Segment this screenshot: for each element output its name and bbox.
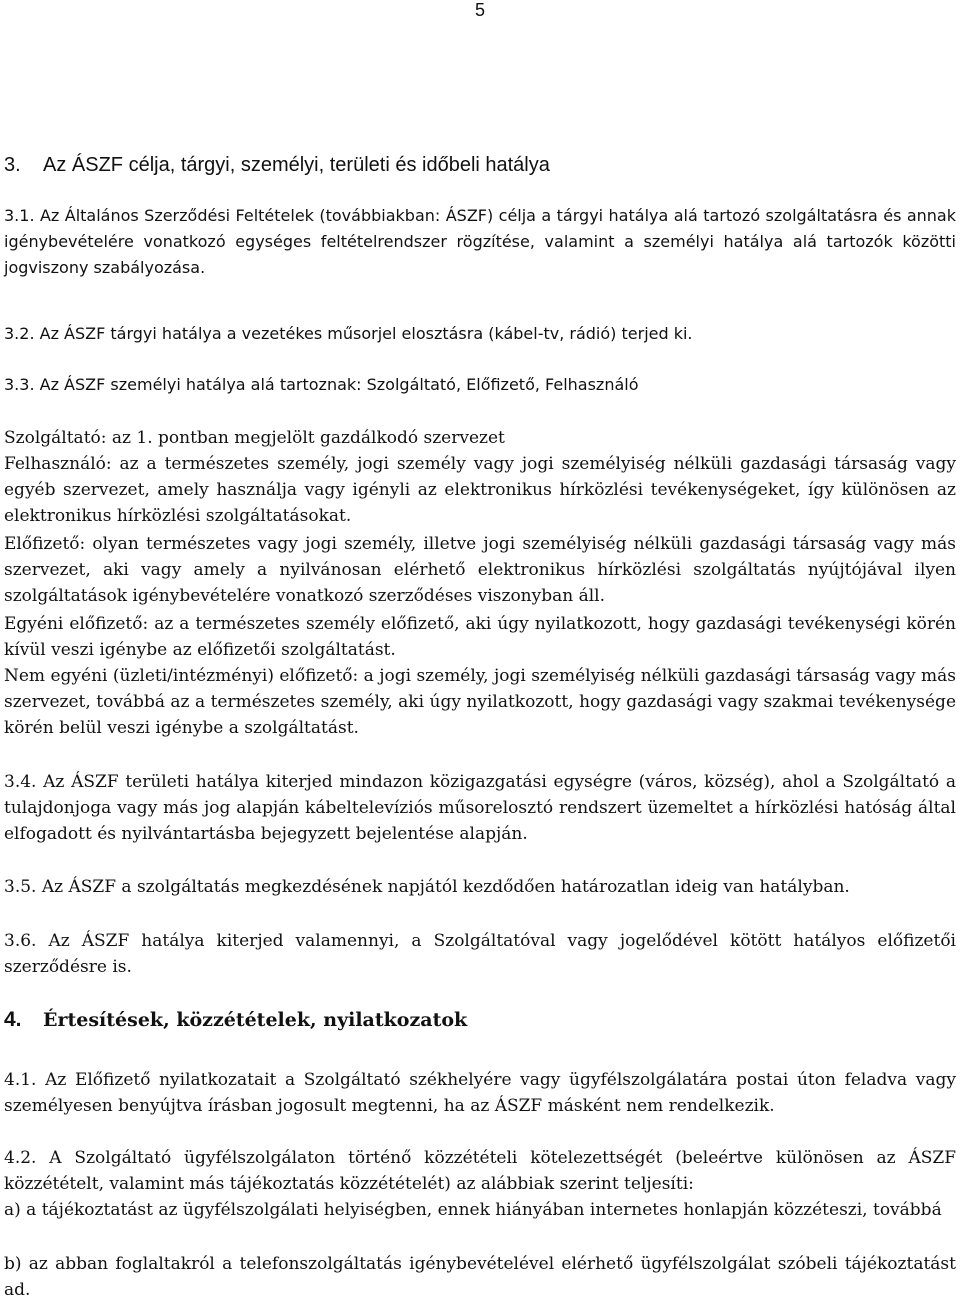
paragraph-4-2-b: b) az abban foglaltakról a telefonszolgáltatás igénybevételével elérhető ügyfélszolgálat szóbeli tájékoztatást ad. bbox=[4, 1254, 956, 1300]
section-4-title: Értesítések, közzétételek, nyilatkozatok bbox=[43, 1009, 468, 1031]
section-3-number: 3. bbox=[4, 154, 21, 176]
paragraph-3-3: 3.3. Az ÁSZF személyi hatálya alá tartoznak: Szolgáltató, Előfizető, Felhasználó bbox=[4, 375, 639, 394]
definition-nem-egyeni-elofizeto: Nem egyéni (üzleti/intézményi) előfizető: a jogi személy, jogi személyiség nélküli gazdasági társaság vagy más szervezet, továbbá az a természetes személy, aki úgy nyilatkozott, hogy gazdasági vagy szakmai tevékenysége körén belül veszi igénybe a szolgáltatást. bbox=[4, 666, 956, 738]
paragraph-3-1: 3.1. Az Általános Szerződési Feltételek (továbbiakban: ÁSZF) célja a tárgyi hatálya alá tartozó szolgáltatásra és annak igénybevételére vonatkozó egységes feltételrendszer rögzítése, valamint a személyi hatálya alá tartozók közötti jogviszony szabályozása. bbox=[4, 206, 956, 277]
paragraph-4-2: 4.2. A Szolgáltató ügyfélszolgálaton történő közzétételi kötelezettségét (beleértve különösen az ÁSZF közzétételt, valamint más tájékoztatás közzétételét) az alábbiak szerint teljesíti: bbox=[4, 1148, 956, 1194]
definition-elofizeto: Előfizető: olyan természetes vagy jogi személy, illetve jogi személyiség nélküli gazdasági társaság vagy más szervezet, aki vagy amely a nyilvánosan elérhető elektronikus hírközlési szolgáltatás nyújtójával ilyen szolgáltatások igénybevételére vonatkozó szerződéses viszonyban áll. bbox=[4, 534, 956, 606]
section-3-heading bbox=[4, 154, 550, 177]
paragraph-3-4: 3.4. Az ÁSZF területi hatálya kiterjed mindazon közigazgatási egységre (város, község), ahol a Szolgáltató a tulajdonjoga vagy más jog alapján kábeltelevíziós műsorelosztó rendszert üzemeltet a hírközlési hatóság által elfogadott és nyilvántartásba bejegyzett bejelentése alapján. bbox=[4, 772, 956, 844]
paragraph-3-5: 3.5. Az ÁSZF a szolgáltatás megkezdésének napjától kezdődően határozatlan ideig van hatályban. bbox=[4, 877, 850, 897]
section-3-title: Az ÁSZF célja, tárgyi, személyi, területi és időbeli hatálya bbox=[43, 154, 550, 176]
section-4-number: 4. bbox=[4, 1008, 22, 1031]
section-4-heading bbox=[4, 1008, 467, 1032]
paragraph-4-2-a: a) a tájékoztatást az ügyfélszolgálati helyiségben, ennek hiányában internetes honlapján közzéteszi, továbbá bbox=[4, 1200, 942, 1220]
definition-felhasznalo: Felhasználó: az a természetes személy, jogi személy vagy jogi személyiség nélküli gazdasági társaság vagy egyéb szervezet, amely használja vagy igényli az elektronikus hírközlési tevékenységeket, így különösen az elektronikus hírközlési szolgáltatásokat. bbox=[4, 454, 956, 526]
paragraph-3-2: 3.2. Az ÁSZF tárgyi hatálya a vezetékes műsorjel elosztásra (kábel-tv, rádió) terjed ki. bbox=[4, 324, 693, 343]
paragraph-4-1: 4.1. Az Előfizető nyilatkozatait a Szolgáltató székhelyére vagy ügyfélszolgálatára postai úton feladva vagy személyesen benyújtva írásban jogosult megtenni, ha az ÁSZF másként nem rendelkezik. bbox=[4, 1070, 956, 1116]
definition-egyeni-elofizeto: Egyéni előfizető: az a természetes személy előfizető, aki úgy nyilatkozott, hogy gazdasági tevékenységi körén kívül veszi igénybe az előfizetői szolgáltatást. bbox=[4, 614, 956, 660]
definition-szolgaltato: Szolgáltató: az 1. pontban megjelölt gazdálkodó szervezet bbox=[4, 428, 505, 448]
page-number: 5 bbox=[474, 0, 485, 20]
paragraph-3-6: 3.6. Az ÁSZF hatálya kiterjed valamennyi, a Szolgáltatóval vagy jogelődével kötött hatályos előfizetői szerződésre is. bbox=[4, 931, 956, 977]
